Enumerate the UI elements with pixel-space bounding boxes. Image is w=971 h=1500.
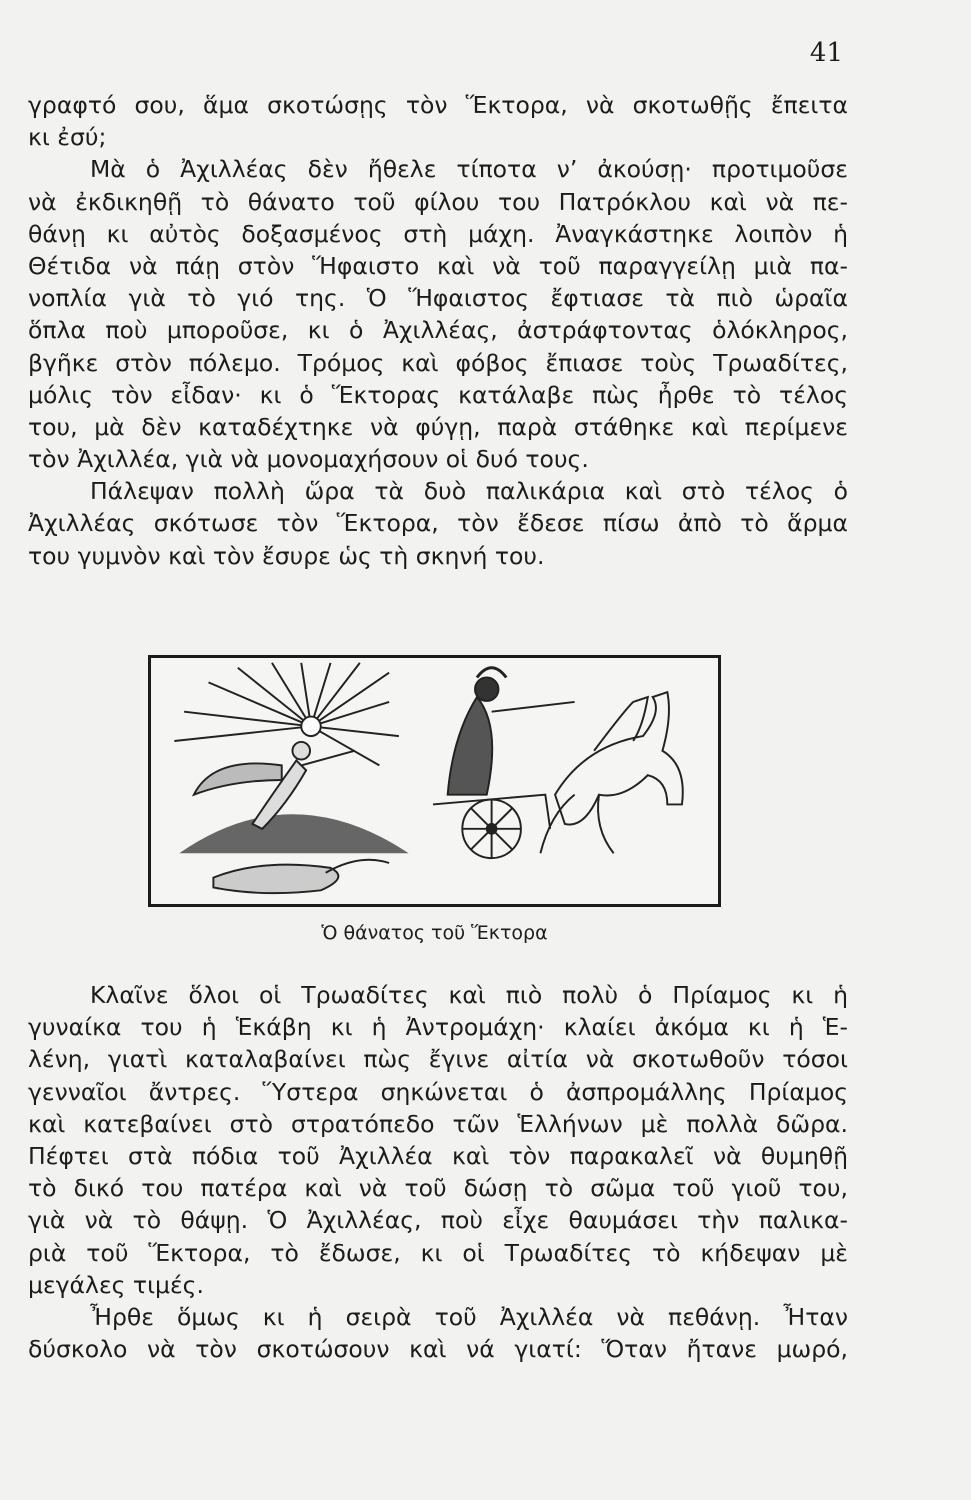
text-line: γενναῖοι ἄντρες. Ὕστερα σηκώνεται ὁ ἀσπρομάλλης Πρίαμος	[28, 1077, 848, 1106]
text-line: ριὰ τοῦ Ἕκτορα, τὸ ἔδωσε, κι οἱ Τρωαδίτες τὸ κήδεψαν μὲ	[28, 1238, 848, 1267]
text-line: ὅπλα ποὺ μποροῦσε, κι ὁ Ἀχιλλέας, ἀστράφτοντας ὁλόκληρος,	[28, 316, 848, 345]
text-line: Μὰ ὁ Ἀχιλλέας δὲν ἤθελε τίποτα ν’ ἀκούσῃ· προτιμοῦσε	[90, 155, 848, 184]
text-line: θάνῃ κι αὐτὸς δοξασμένος στὴ μάχη. Ἀναγκάστηκε λοιπὸν ἡ	[28, 219, 848, 248]
text-line: γραφτό σου, ἅμα σκοτώσῃς τὸν Ἕκτορα, νὰ σκοτωθῇς ἔπειτα	[28, 91, 848, 119]
sun-rays	[174, 663, 399, 766]
text-line: καὶ κατεβαίνει στὸ στρατόπεδο τῶν Ἑλλήνων μὲ πολλὰ δῶρα.	[28, 1109, 848, 1138]
text-line: βγῆκε στὸν πόλεμο. Τρόμος καὶ φόβος ἔπιασε τοὺς Τρωαδίτες,	[28, 348, 848, 377]
text-block-top	[28, 89, 848, 572]
text-line: γιὰ νὰ τὸ θάψῃ. Ὁ Ἀχιλλέας, ποὺ εἶχε θαυμάσει τὴν παλικα-	[28, 1206, 848, 1235]
text-line: γυναίκα του ἡ Ἑκάβη κι ἡ Ἀντρομάχη· κλαίει ἀκόμα κι ἡ Ἑ-	[28, 1013, 848, 1042]
text-line: Ἀχιλλέας σκότωσε τὸν Ἕκτορα, τὸν ἔδεσε πίσω ἀπὸ τὸ ἅρμα	[28, 509, 848, 538]
text-line: του, μὰ δὲν καταδέχτηκε νὰ φύγῃ, παρὰ στάθηκε καὶ περίμενε	[28, 412, 848, 441]
text-line: Θέτιδα νὰ πάῃ στὸν Ἥφαιστο καὶ νὰ τοῦ παραγγείλῃ μιὰ πα-	[28, 251, 848, 280]
text-line: Ἦρθε ὅμως κι ἡ σειρὰ τοῦ Ἀχιλλέα νὰ πεθάνῃ. Ἦταν	[90, 1302, 848, 1331]
text-line: τὸν Ἀχιλλέα, γιὰ νὰ μονομαχήσουν οἱ δυό τους.	[28, 445, 589, 474]
text-line: τὸ δικό του πατέρα καὶ νὰ τοῦ δώσῃ τὸ σῶμα τοῦ γιοῦ του,	[28, 1174, 848, 1203]
horses	[540, 692, 682, 853]
sun	[301, 717, 321, 737]
text-line: λένη, γιατὶ καταλαβαίνει πὼς ἔγινε αἰτία νὰ σκοτωθοῦν τόσοι	[28, 1045, 848, 1074]
illustration-death-of-hector	[148, 655, 721, 907]
fallen-hector	[213, 860, 389, 893]
text-line: νὰ ἐκδικηθῇ τὸ θάνατο τοῦ φίλου του Πατρόκλου καὶ νὰ πε-	[28, 187, 848, 216]
text-line: κι ἐσύ;	[28, 123, 107, 152]
page-number: 41	[809, 38, 843, 68]
flying-figure	[194, 742, 355, 829]
text-block-bottom	[28, 979, 848, 1365]
text-line: μόλις τὸν εἶδαν· κι ὁ Ἕκτορας κατάλαβε πὼς ἦρθε τὸ τέλος	[28, 380, 848, 409]
figure-caption: Ὁ θάνατος τοῦ Ἕκτορα	[321, 922, 548, 944]
chariot-and-warrior	[433, 668, 575, 858]
text-line: Κλαῖνε ὅλοι οἱ Τρωαδίτες καὶ πιὸ πολὺ ὁ Πρίαμος κι ἡ	[90, 981, 848, 1009]
text-line: Πέφτει στὰ πόδια τοῦ Ἀχιλλέα καὶ τὸν παρακαλεῖ νὰ θυμηθῇ	[28, 1141, 848, 1170]
text-line: δύσκολο νὰ τὸν σκοτώσουν καὶ νά γιατί: Ὅταν ἤτανε μωρό,	[28, 1335, 848, 1364]
text-line: μεγάλες τιμές.	[28, 1270, 204, 1299]
text-line: νοπλία γιὰ τὸ γιό της. Ὁ Ἥφαιστος ἔφτιασε τὰ πιὸ ὡραῖα	[28, 284, 848, 313]
text-line: Πάλεψαν πολλὴ ὥρα τὰ δυὸ παλικάρια καὶ στὸ τέλος ὁ	[90, 477, 848, 506]
engraving	[151, 658, 718, 904]
hill	[179, 814, 408, 853]
text-line: του γυμνὸν καὶ τὸν ἔσυρε ὡς τὴ σκηνή του.	[28, 541, 545, 570]
